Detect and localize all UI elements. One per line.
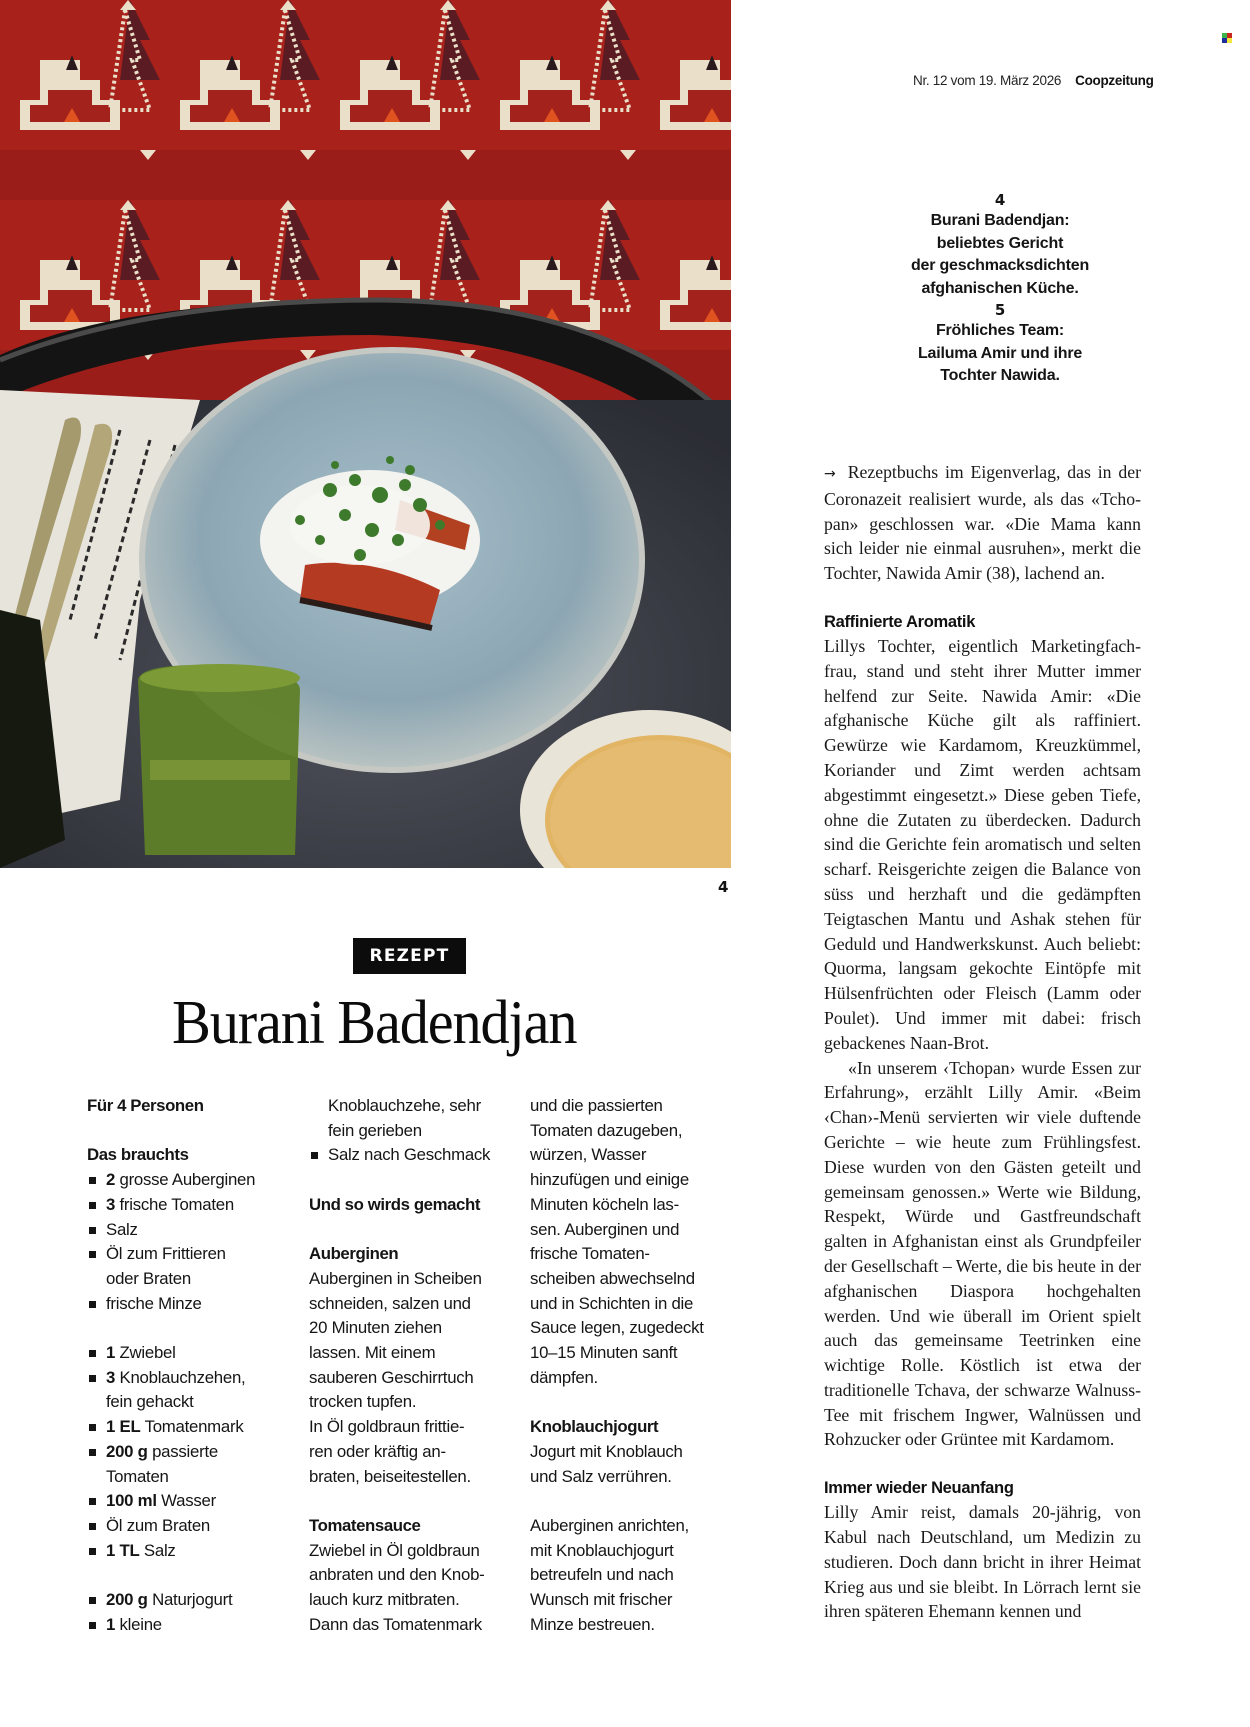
section-heading: Immer wieder Neuanfang — [824, 1479, 1014, 1498]
issue-date: Nr. 12 vom 19. März 2026 — [913, 73, 1062, 88]
recipe-photo — [0, 0, 731, 868]
continued-arrow-icon: → — [824, 466, 836, 482]
article-paragraph: Lilly Amir reist, damals 20-jährig, von Kabul nach Deutschland, um Medizin zu studieren. Doch dann bricht in ihrer Heimat Krieg aus und sie bleibt. In Lörrach lernt sie ihren späteren Ehemann kennen und — [824, 1502, 1141, 1622]
caption-line: Burani Badendjan: — [930, 212, 1070, 229]
masthead — [913, 73, 1154, 88]
article-paragraph: «In unserem ‹Tchopan› wurde Essen zur Erfahrung», erzählt Lilly Amir. «Beim ‹Chan›-Menü servierten wir viele duftende Gerichte – wie heute zum Frühlingsfest. Diese wurden von den Gästen geteilt und gemeinsam genossen.» Werte wie Bildung, Respekt, Würde und Gastfreundschaft galten in Afghanistan einst als Grundpfeiler der Gesellschaft – Werte, die bis heute in der afghanischen Diaspora hochgehalten werden. Und wie überall im Orient spielt auch das gemeinsame Teetrinken eine wichtige Rolle. Köstlich ist etwa der traditionelle Tchava, der schwarze Walnuss-Tee mit frischem Ingwer, Walnüssen und Rohzucker oder Grüntee mit Kardamom. — [824, 1057, 1142, 1450]
ingredient-item: 2 grosse Auberginen — [87, 1168, 302, 1193]
step-text: Jogurt mit Knoblauch und Salz verrühren. — [530, 1441, 683, 1486]
photo-captions — [850, 190, 1150, 388]
ingredient-item: 3 frische Tomaten — [87, 1193, 302, 1218]
caption-number: 4 — [994, 191, 1006, 209]
ingredient-item: 200 g Naturjogurt — [87, 1588, 302, 1613]
ingredient-list-continued — [309, 1094, 524, 1168]
ingredient-item-continued: Knoblauchzehe, sehr fein gerieben — [328, 1096, 481, 1140]
article-body — [824, 460, 1141, 1624]
recipe-method-column-1 — [309, 1094, 524, 1637]
recipe-title: Burani Badendjan — [172, 989, 577, 1057]
caption-line: beliebtes Gericht — [936, 234, 1064, 252]
method-heading: Und so wirds gemacht — [309, 1194, 481, 1214]
ingredient-item: 1 Zwiebel — [87, 1341, 302, 1366]
step-heading: Knoblauchjogurt — [530, 1417, 659, 1437]
ingredient-item: 3 Knoblauchzehen, fein gehackt — [87, 1366, 302, 1415]
step-heading: Auberginen — [309, 1244, 399, 1264]
ingredients-heading: Das brauchts — [87, 1145, 189, 1165]
ingredient-item: 200 g passierte Tomaten — [87, 1440, 302, 1489]
caption-line: Fröhliches Team: — [935, 322, 1065, 339]
step-text: Auberginen anrichten, mit Knoblauchjogurt betreufeln und nach Wunsch mit frischer Minze bestreuen. — [530, 1515, 689, 1634]
caption-number: 5 — [994, 301, 1006, 319]
article-intro — [824, 460, 1141, 586]
step-text: Auberginen in Scheiben schneiden, salzen und 20 Minuten ziehen lassen. Mit einem sauberen Geschirrtuch trocken tupfen. In Öl goldbraun frittie- ren oder kräftig an- braten, beiseitestellen. — [309, 1268, 482, 1486]
ingredient-item: frische Minze — [87, 1292, 302, 1317]
coop-color-logo-icon — [1222, 33, 1232, 43]
ingredient-list — [87, 1341, 302, 1563]
step-text: Zwiebel in Öl goldbraun anbraten und den Knob- lauch kurz mitbraten. Dann das Tomatenmark — [309, 1540, 485, 1634]
step-heading: Tomatensauce — [309, 1515, 421, 1535]
ingredient-item: Salz — [87, 1218, 302, 1243]
caption-line: der geschmacksdichten — [910, 257, 1090, 274]
ingredient-item: 1 kleine — [87, 1613, 302, 1638]
ingredient-list — [87, 1168, 302, 1316]
caption-line: Tochter Nawida. — [940, 367, 1060, 384]
ingredient-item: Salz nach Geschmack — [309, 1143, 524, 1168]
ingredient-item: 1 EL Tomatenmark — [87, 1415, 302, 1440]
caption-line: afghanischen Küche. — [921, 279, 1079, 297]
recipe-badge: REZEPT — [353, 938, 466, 974]
caption-line: Lailuma Amir und ihre — [917, 344, 1083, 362]
ingredient-item: 1 TL Salz — [87, 1539, 302, 1564]
photo-number: 4 — [718, 878, 729, 896]
food-photo-illustration — [0, 0, 731, 868]
servings: Für 4 Personen — [87, 1096, 204, 1115]
ingredient-item: Öl zum Braten — [87, 1514, 302, 1539]
recipe-method-column-2 — [530, 1094, 745, 1637]
article-paragraph: Lillys Tochter, eigentlich Marketingfachfrau, stand und steht ihrer Mutter immer helfend zur Seite. Nawida Amir: «Die afghanische Küche gilt als raffiniert. Gewürze wie Kardamom, Kreuzkümmel, Koriander und Zimt werden achtsam abgestimmt eingesetzt.» Diese geben Tiefe, ohne die Zutaten zu überdecken. Dadurch sind die Gerichte fein aromatisch und selten scharf. Reisgerichte zeigen die Balance von süss und herzhaft und die gedämpften Teigtaschen Mantu und Ashak stehen für Geduld und Handwerkskunst. Auch beliebt: Quorma, langsam gekochte Eintöpfe mit Hülsenfrüchten oder Fleisch (Lamm oder Poulet). Und immer mit dabei: frisch gebackenes Naan-Brot. — [824, 635, 1141, 1053]
publication-name: Coopzeitung — [1075, 73, 1154, 88]
ingredient-item: Öl zum Frittieren oder Braten — [87, 1242, 302, 1291]
section-heading: Raffinierte Aromatik — [824, 612, 976, 631]
recipe-ingredients-column — [87, 1094, 302, 1637]
intro-text: Rezeptbuchs im Eigenverlag, das in der Coronazeit realisiert wurde, als das «Tchopan» geschlossen war. «Die Mama kann sich leider nie einmal ausruhen», merkt die Tochter, Nawida Amir (38), lachend an. — [824, 462, 1141, 584]
ingredient-list — [87, 1588, 302, 1637]
ingredient-item: 100 ml Wasser — [87, 1489, 302, 1514]
caption-5 — [850, 300, 1150, 388]
caption-4 — [850, 190, 1150, 300]
step-text-continued: und die passierten Tomaten dazugeben, würzen, Wasser hinzufügen und einige Minuten köcheln las- sen. Auberginen und frische Tomaten- scheiben abwechselnd und in Schichten in die Sauce legen, zugedeckt 10–15 Minuten sanft dämpfen. — [530, 1096, 704, 1387]
